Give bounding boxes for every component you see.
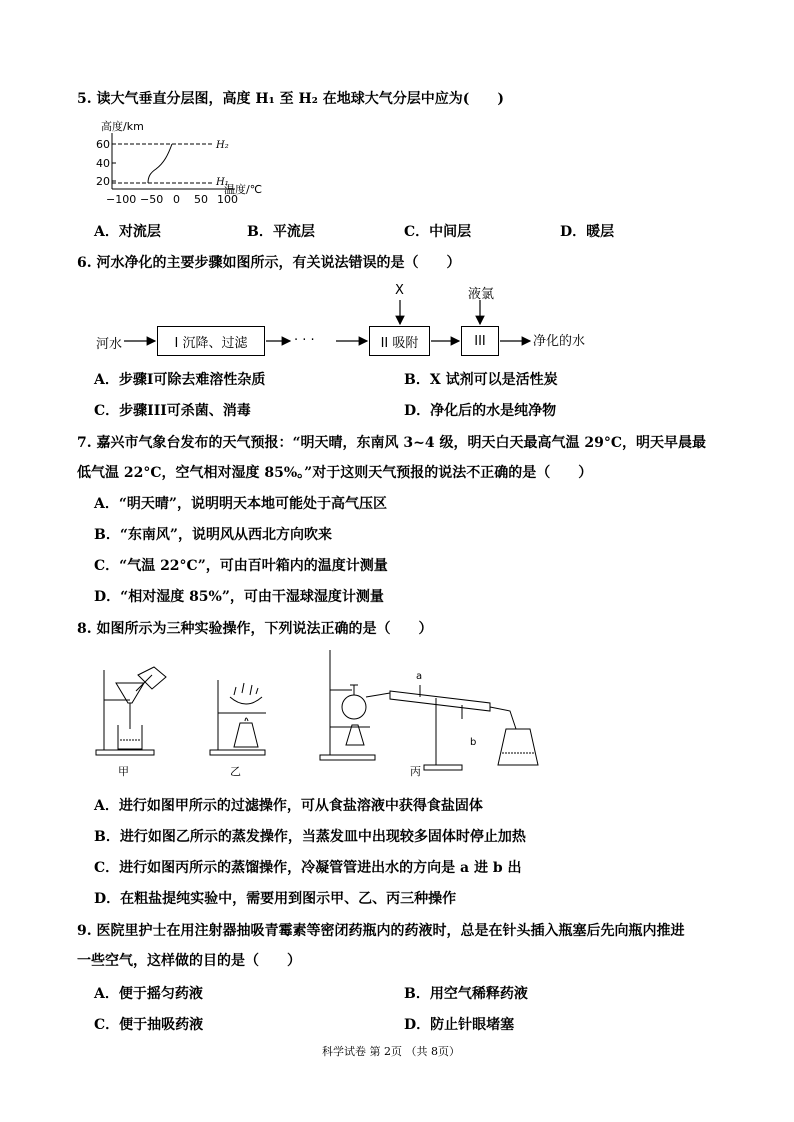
q9-text-line1: 医院里护士在用注射器抽吸青霉素等密闭药瓶内的药液时，总是在针头插入瓶塞后先向瓶内推进 [96, 923, 685, 939]
label-jia: 甲 [118, 765, 129, 778]
flow-arrows [0, 280, 794, 360]
q7-option-a[interactable]: A．“明天晴”，说明明天本地可能处于高气压区 [94, 496, 387, 512]
y-tick-20: 20 [96, 175, 110, 188]
q6-stem [77, 252, 461, 272]
atmosphere-chart [90, 115, 263, 210]
q5-number: 5. [77, 91, 92, 107]
h2-label: H₂ [216, 140, 229, 151]
q5-option-c[interactable]: C．中间层 [404, 224, 472, 240]
q5-option-a[interactable]: A．对流层 [94, 224, 161, 240]
q6-option-c[interactable]: C．步骤III可杀菌、消毒 [94, 403, 251, 419]
temperature-curve [148, 144, 172, 183]
y-tick-60: 60 [96, 138, 110, 151]
q8-text: 如图所示为三种实验操作，下列说法正确的是（ ） [96, 621, 433, 637]
q6-text: 河水净化的主要步骤如图所示，有关说法错误的是（ ） [96, 255, 461, 271]
q5-text: 读大气垂直分层图，高度 H₁ 至 H₂ 在地球大气分层中应为( ) [96, 91, 504, 107]
q9-number: 9. [77, 923, 92, 939]
q7-option-b[interactable]: B．“东南风”，说明风从西北方向吹来 [94, 527, 332, 543]
chart-y-label: 高度/km [101, 120, 144, 133]
x-tick-neg100: −100 [106, 193, 137, 206]
label-b: b [470, 737, 477, 748]
flow-step2-label: II 吸附 [380, 335, 419, 351]
page-footer: 科学试卷 第 2页 （共 8页） [322, 1045, 460, 1058]
flow-step3-label: III [474, 333, 486, 349]
y-tick-40: 40 [96, 157, 110, 170]
x-tick-0: 0 [173, 193, 180, 206]
flow-reagent-x: X [395, 283, 404, 298]
q9-stem-line2: 一些空气，这样做的目的是（ ） [77, 953, 301, 969]
evaporation-apparatus [210, 680, 266, 755]
x-tick-50: 50 [194, 193, 208, 206]
q9-option-c[interactable]: C．便于抽吸药液 [94, 1017, 204, 1033]
chart-x-label: 温度/℃ [224, 183, 263, 196]
q9-stem-line1 [77, 920, 685, 940]
label-yi: 乙 [230, 765, 241, 778]
q5-stem [77, 88, 504, 108]
filtration-apparatus [96, 667, 166, 755]
q8-option-a[interactable]: A．进行如图甲所示的过滤操作，可从食盐溶液中获得食盐固体 [94, 798, 483, 814]
distillation-apparatus [320, 650, 538, 770]
q5-option-d[interactable]: D．暖层 [560, 224, 615, 240]
lab-apparatus-figure [90, 645, 540, 780]
q8-stem [77, 618, 433, 638]
q6-option-a[interactable]: A．步骤I可除去难溶性杂质 [94, 372, 266, 388]
q7-option-c[interactable]: C．“气温 22°C”，可由百叶箱内的温度计测量 [94, 558, 388, 574]
q8-option-b[interactable]: B．进行如图乙所示的蒸发操作，当蒸发皿中出现较多固体时停止加热 [94, 829, 526, 845]
q9-option-a[interactable]: A．便于摇匀药液 [94, 986, 203, 1002]
label-bing: 丙 [410, 765, 421, 778]
q6-option-d[interactable]: D．净化后的水是纯净物 [404, 403, 557, 419]
q8-option-c[interactable]: C．进行如图丙所示的蒸馏操作，冷凝管管进出水的方向是 a 进 b 出 [94, 860, 522, 876]
q6-number: 6. [77, 255, 92, 271]
q7-text-line1: 嘉兴市气象台发布的天气预报：“明天晴，东南风 3~4 级，明天白天最高气温 29°C，明天早晨最 [96, 435, 707, 451]
flow-step1-label: I 沉降、过滤 [174, 335, 248, 351]
flow-output: 净化的水 [533, 334, 586, 349]
q9-option-b[interactable]: B．用空气稀释药液 [404, 986, 528, 1002]
q7-number: 7. [77, 435, 92, 451]
flow-dots: · · · [294, 333, 315, 348]
q5-option-b[interactable]: B．平流层 [247, 224, 315, 240]
q8-number: 8. [77, 621, 92, 637]
q7-stem-line1 [77, 432, 706, 452]
label-a: a [416, 671, 423, 682]
x-tick-100: 100 [217, 193, 238, 206]
flow-reagent-chlorine: 液氯 [468, 287, 495, 302]
q7-option-d[interactable]: D．“相对湿度 85%”，可由干湿球湿度计测量 [94, 589, 384, 605]
flow-source: 河水 [96, 337, 123, 352]
h1-label: H₁ [216, 177, 229, 188]
q7-stem-line2: 低气温 22°C，空气相对湿度 85%。”对于这则天气预报的说法不正确的是（ ） [77, 465, 593, 481]
q9-option-d[interactable]: D．防止针眼堵塞 [404, 1017, 515, 1033]
q8-option-d[interactable]: D．在粗盐提纯实验中，需要用到图示甲、乙、丙三种操作 [94, 891, 457, 907]
x-tick-neg50: −50 [140, 193, 164, 206]
q6-option-b[interactable]: B．X 试剂可以是活性炭 [404, 372, 558, 388]
